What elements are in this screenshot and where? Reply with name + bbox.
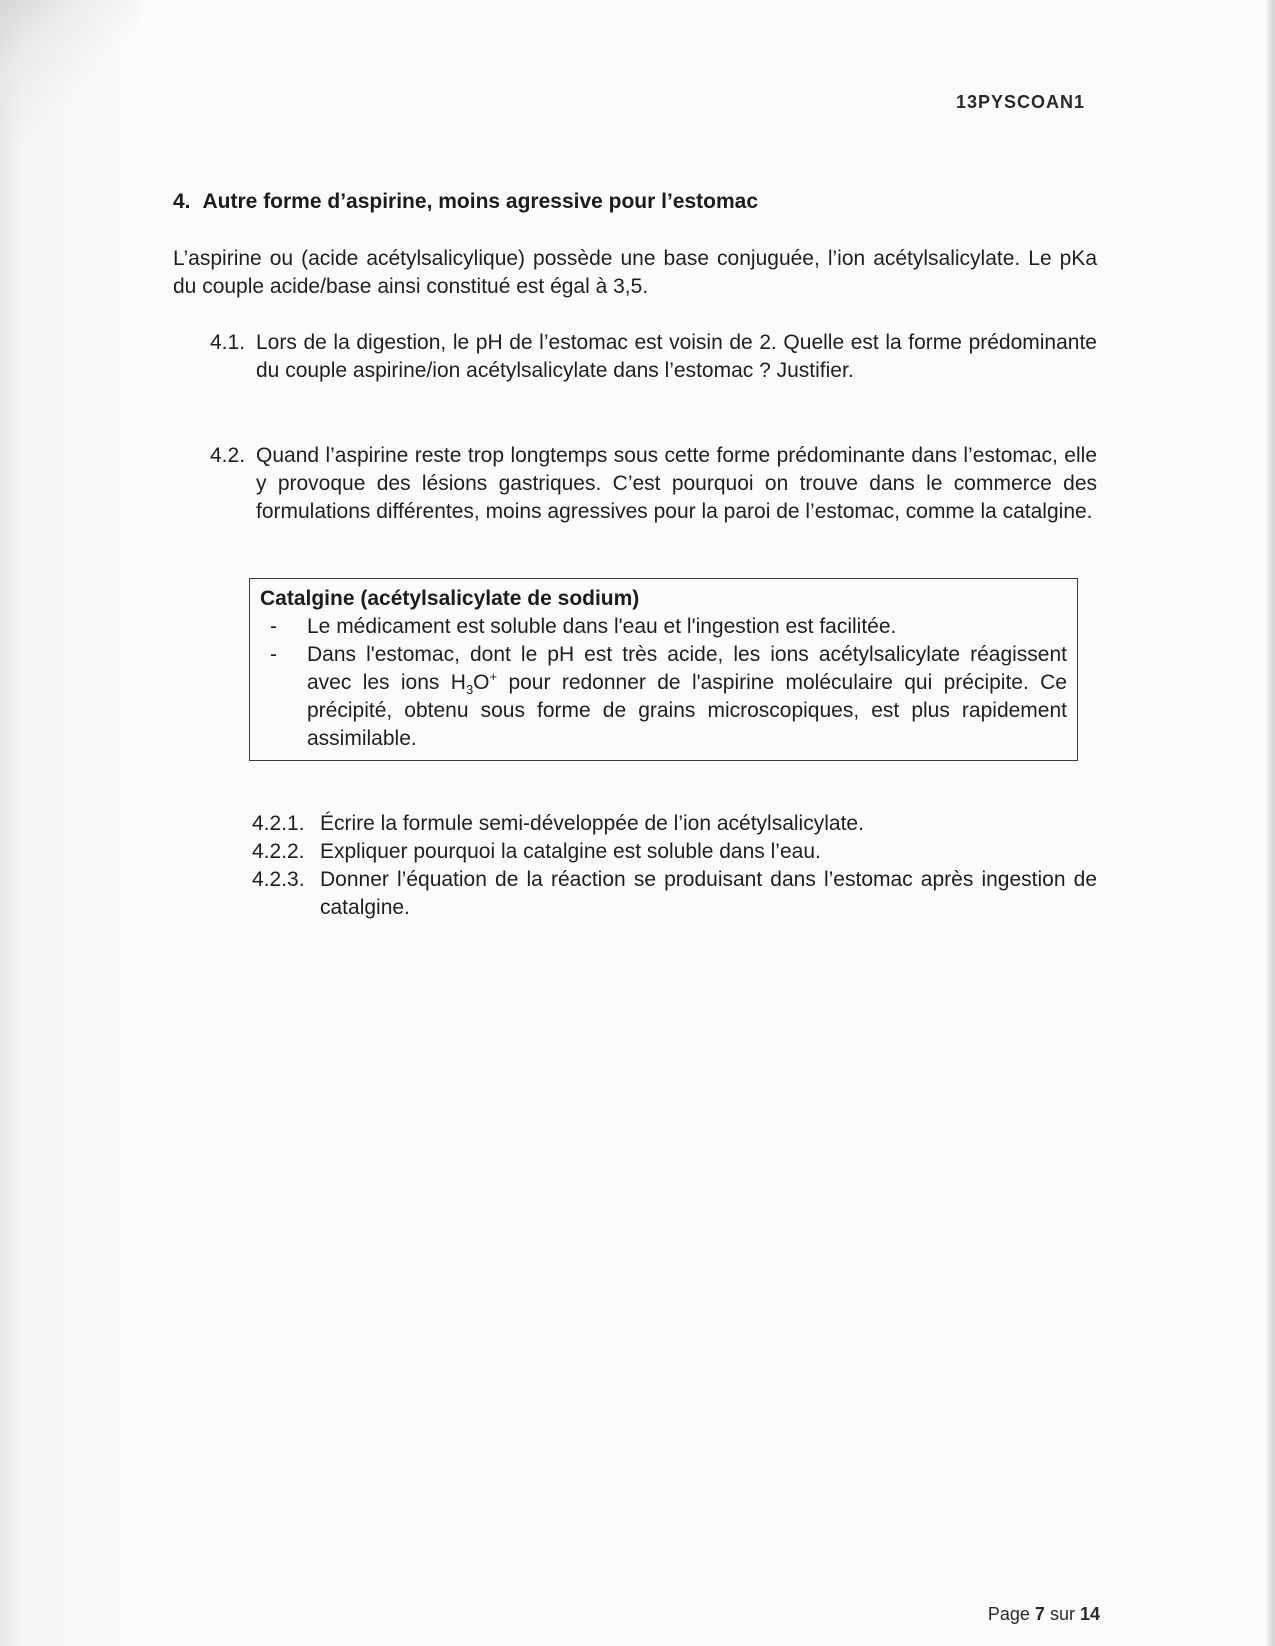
list-dash: - — [270, 643, 277, 666]
subquestion-text: Expliquer pourquoi la catalgine est soluble dans l’eau. — [320, 840, 821, 863]
subquestion-4-2-2 — [252, 838, 1097, 866]
info-box-list — [260, 613, 1067, 753]
page-number: Page 7 sur 14 — [987, 1604, 1100, 1624]
current-page: 7 — [1034, 1604, 1045, 1624]
section-intro: L’aspirine ou (acide acétylsalicylique) possède une base conjuguée, l’ion acétylsalicylate. Le pKa du couple acide/base ainsi constitué est égal à 3,5. — [173, 247, 1097, 298]
info-box-title: Catalgine (acétylsalicylate de sodium) — [260, 587, 640, 610]
question-4-1 — [210, 329, 1097, 385]
subquestion-number: 4.2.3. — [252, 868, 305, 891]
subquestion-number: 4.2.2. — [252, 840, 305, 863]
list-item-text-before: Dans l'estomac, dont le pH est très acide, les ions acétylsalicylate réagissent avec les ions — [307, 643, 1067, 694]
subquestion-text: Donner l’équation de la réaction se produisant dans l’estomac après ingestion de catalgine. — [320, 868, 1097, 919]
list-item-text: Le médicament est soluble dans l'eau et l'ingestion est facilitée. — [307, 615, 897, 638]
question-text: Lors de la digestion, le pH de l’estomac est voisin de 2. Quelle est la forme prédominante du couple aspirine/ion acétylsalicylate dans l’estomac ? Justifier. — [256, 331, 1097, 382]
section-title-text: Autre forme d’aspirine, moins agressive pour l’estomac — [202, 190, 759, 213]
question-4-2 — [210, 442, 1097, 526]
question-number: 4.2. — [210, 444, 246, 467]
subquestions — [252, 810, 1097, 922]
list-dash: - — [270, 615, 277, 638]
section-title — [173, 190, 758, 214]
subquestion-number: 4.2.1. — [252, 812, 305, 835]
list-item — [260, 641, 1067, 753]
scan-shadow-right — [1265, 0, 1275, 1646]
document-code: 13PYSCOAN1 — [955, 92, 1085, 112]
catalgine-info-box — [249, 578, 1078, 761]
section-number: 4. — [173, 190, 191, 213]
list-item — [260, 613, 1067, 641]
subquestion-4-2-3 — [252, 866, 1097, 922]
subquestion-4-2-1 — [252, 810, 1097, 838]
total-pages: 14 — [1079, 1604, 1100, 1624]
list-item-text-after: pour redonner de l'aspirine moléculaire qui précipite. Ce précipité, obtenu sous forme de grains microscopiques, est plus rapidement assimilable. — [307, 671, 1067, 750]
question-text: Quand l’aspirine reste trop longtemps sous cette forme prédominante dans l’estomac, elle y provoque des lésions gastriques. C’est pourquoi on trouve dans le commerce des formulations différentes, moins agressives pour la paroi de l’estomac, comme la catalgine. — [256, 444, 1097, 523]
scan-folded-corner — [0, 0, 140, 290]
hydronium-formula: $H_3O^+$ — [450, 669, 498, 698]
question-number: 4.1. — [210, 331, 246, 354]
subquestion-text: Écrire la formule semi-développée de l’ion acétylsalicylate. — [320, 812, 864, 835]
